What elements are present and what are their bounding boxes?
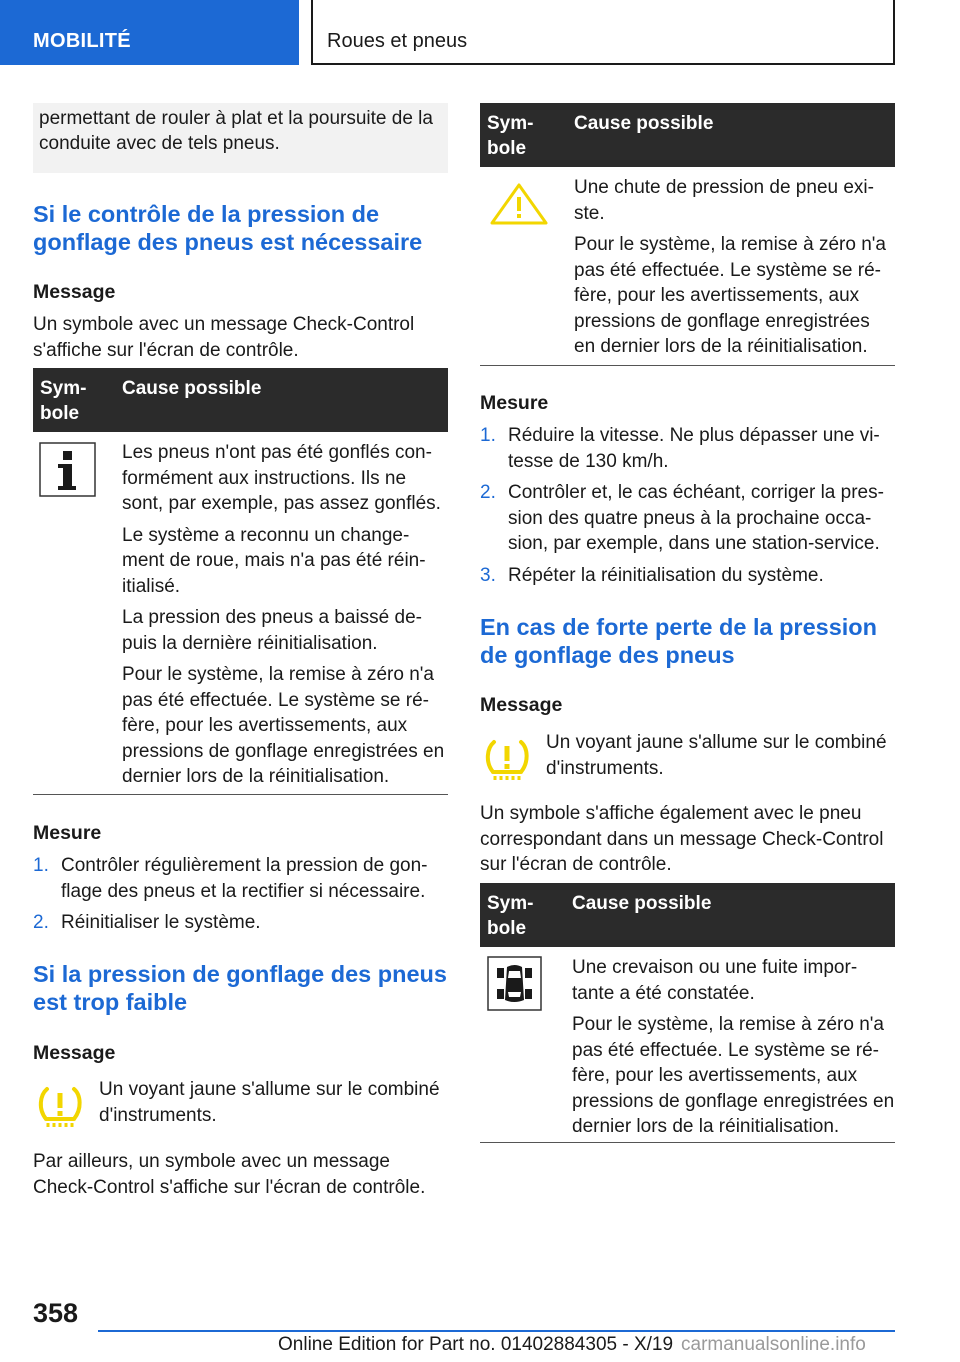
heading-pressure-low: Si la pression de gonflage des pneus est trop faible bbox=[33, 961, 447, 1015]
info-icon bbox=[39, 442, 96, 497]
cause-text: Les pneus n'ont pas été gonflés con‐ formément aux instructions. Ils ne sont, par exemple, pas assez gonflés. bbox=[122, 442, 441, 514]
col-header-cause: Cause possible bbox=[572, 893, 712, 914]
tire-pressure-warning-icon bbox=[36, 1083, 84, 1131]
cause-text: Pour le système, la remise à zéro n'a pas été effectuée. Le système se ré‐ fère, pour les avertissements, aux pressions de gonflage enregistrées en dernier lors de la réinitialisation. bbox=[572, 1014, 895, 1137]
cause-list bbox=[574, 175, 895, 366]
cause-text: Le système a reconnu un change‐ ment de roue, mais n'a pas été réin‐ itialisé. bbox=[122, 524, 426, 597]
chapter-title: Roues et pneus bbox=[311, 0, 895, 65]
col-header-cause: Cause possible bbox=[122, 378, 262, 399]
body-text: Par ailleurs, un symbole avec un message Check-Control s'affiche sur l'écran de contrôle. bbox=[33, 1151, 426, 1198]
watermark: carmanualsonline.info bbox=[681, 1334, 866, 1355]
table-header bbox=[33, 368, 448, 432]
heading-pressure-needed: Si le contrôle de la pression de gonflage des pneus est nécessaire bbox=[33, 201, 423, 255]
footer-divider bbox=[98, 1330, 895, 1332]
mesure-list bbox=[480, 423, 895, 594]
table-body bbox=[480, 947, 895, 1143]
section-tab: MOBILITÉ bbox=[0, 0, 299, 65]
table-body bbox=[33, 432, 448, 795]
table-header bbox=[480, 883, 895, 947]
list-item: 1. Réduire la vitesse. Ne plus dépasser une vi‐ tesse de 130 km/h. bbox=[480, 425, 880, 472]
table-header bbox=[480, 103, 895, 167]
cause-list bbox=[572, 955, 895, 1146]
mesure-label: Mesure bbox=[33, 822, 102, 844]
cause-text: Une chute de pression de pneu exi‐ ste. bbox=[574, 177, 874, 224]
col-header-symbol: Sym‐ bole bbox=[487, 893, 534, 939]
cause-text: Pour le système, la remise à zéro n'a pas été effectuée. Le système se ré‐ fère, pour les avertissements, aux pressions de gonflage enregistrées en dernier lors de la réinitialisation. bbox=[574, 234, 886, 357]
mesure-label: Mesure bbox=[480, 392, 549, 414]
heading-heavy-loss: En cas de forte perte de la pression de gonflage des pneus bbox=[480, 614, 878, 668]
tire-pressure-warning-icon bbox=[483, 736, 531, 784]
warning-triangle-icon bbox=[489, 182, 549, 226]
col-header-symbol: Sym‐ bole bbox=[487, 113, 534, 159]
table-body bbox=[480, 167, 895, 366]
edition-text: Online Edition for Part no. 01402884305 - X/19 bbox=[278, 1334, 674, 1355]
cause-text: La pression des pneus a baissé de‐ puis la dernière réinitialisation. bbox=[122, 607, 422, 654]
list-item: 1. Contrôler régulièrement la pression de gon‐ flage des pneus et la rectifier si nécessaire. bbox=[33, 855, 428, 902]
note-box: permettant de rouler à plat et la poursuite de la conduite avec de tels pneus. bbox=[33, 103, 448, 173]
message-label: Message bbox=[480, 694, 563, 716]
col-header-symbol: Sym‐ bole bbox=[40, 378, 87, 424]
mesure-list bbox=[33, 853, 448, 942]
list-item: 2. Contrôler et, le cas échéant, corriger la pres‐ sion des quatre pneus à la prochaine occa‐ sion, par exemple, dans une station-service. bbox=[480, 482, 884, 554]
page-number: 358 bbox=[33, 1298, 79, 1328]
body-text: Un symbole s'affiche également avec le pneu correspondant dans un message Check-Control sur l'écran de contrôle. bbox=[480, 803, 884, 875]
warning-text: Un voyant jaune s'allume sur le combiné d'instruments. bbox=[546, 732, 887, 779]
message-text: Un symbole avec un message Check-Control s'affiche sur l'écran de contrôle. bbox=[33, 314, 415, 361]
car-tire-icon bbox=[487, 956, 542, 1011]
cause-list bbox=[122, 440, 448, 796]
col-header-cause: Cause possible bbox=[574, 113, 714, 134]
list-item: 2. Réinitialiser le système. bbox=[33, 912, 261, 933]
cause-text: Une crevaison ou une fuite impor‐ tante a été constatée. bbox=[572, 957, 858, 1004]
message-label: Message bbox=[33, 1042, 116, 1064]
message-label: Message bbox=[33, 281, 116, 303]
list-item: 3. Répéter la réinitialisation du système. bbox=[480, 564, 824, 586]
warning-text: Un voyant jaune s'allume sur le combiné d'instruments. bbox=[99, 1079, 440, 1126]
cause-text: Pour le système, la remise à zéro n'a pas été effectuée. Le système se ré‐ fère, pour les avertissements, aux pressions de gonflage enregistrées en dernier lors de la réinitialisation. bbox=[122, 664, 445, 787]
